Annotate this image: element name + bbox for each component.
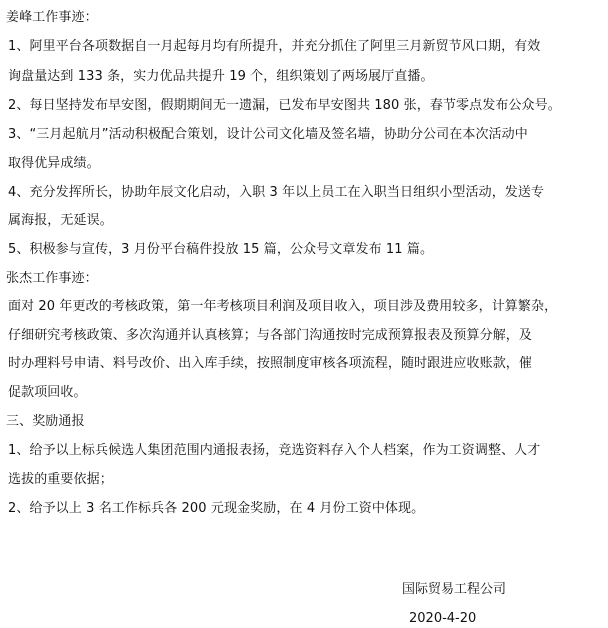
section1-line-3: 2、每日坚持发布早安图，假期期间无一遗漏，已发布早安图共 180 张，春节零点发布公众号。 bbox=[8, 98, 561, 113]
section2-title: 张杰工作事迹： bbox=[6, 271, 98, 286]
section3-line-2: 选拔的重要依据； bbox=[8, 472, 113, 487]
section1-line-1: 1、阿里平台各项数据自一月起每月均有所提升，并充分抓住了阿里三月新贸节风口期，有效 bbox=[8, 39, 541, 54]
section2-line-2: 仔细研究考核政策、多次沟通并认真核算；与各部门沟通按时完成预算报表及预算分解，及 bbox=[8, 328, 533, 343]
section3-title: 三、奖励通报 bbox=[6, 414, 85, 429]
section1-line-8: 5、积极参与宣传，3 月份平台稿件投放 15 篇，公众号文章发布 11 篇。 bbox=[8, 242, 434, 257]
section2-line-1: 面对 20 年更改的考核政策，第一年考核项目利润及项目收入，项目涉及费用较多，计算繁杂， bbox=[8, 299, 558, 314]
section2-line-3: 时办理料号申请、料号改价、出入库手续，按照制度审核各项流程，随时跟进应收账款，催 bbox=[8, 356, 533, 371]
section1-line-2: 询盘量达到 133 条，实力优品共提升 19 个，组织策划了两场展厅直播。 bbox=[8, 69, 434, 84]
company-signature: 国际贸易工程公司 bbox=[402, 582, 507, 597]
section3-line-3: 2、给予以上 3 名工作标兵各 200 元现金奖励，在 4 月份工资中体现。 bbox=[8, 501, 425, 516]
section1-line-4: 3、“三月起航月”活动积极配合策划，设计公司文化墙及签名墙，协助分公司在本次活动中 bbox=[8, 127, 528, 142]
section1-line-6: 4、充分发挥所长，协助年辰文化启动，入职 3 年以上员工在入职当日组织小型活动，发送专 bbox=[8, 185, 545, 200]
section1-line-5: 取得优异成绩。 bbox=[8, 156, 100, 171]
section1-title: 姜峰工作事迹： bbox=[6, 10, 98, 25]
document-date: 2020-4-20 bbox=[409, 611, 477, 626]
section3-line-1: 1、给予以上标兵候选人集团范围内通报表扬，竞选资料存入个人档案，作为工资调整、人才 bbox=[8, 443, 541, 458]
section1-line-7: 属海报，无延误。 bbox=[8, 213, 113, 228]
section2-line-4: 促款项回收。 bbox=[8, 385, 87, 400]
